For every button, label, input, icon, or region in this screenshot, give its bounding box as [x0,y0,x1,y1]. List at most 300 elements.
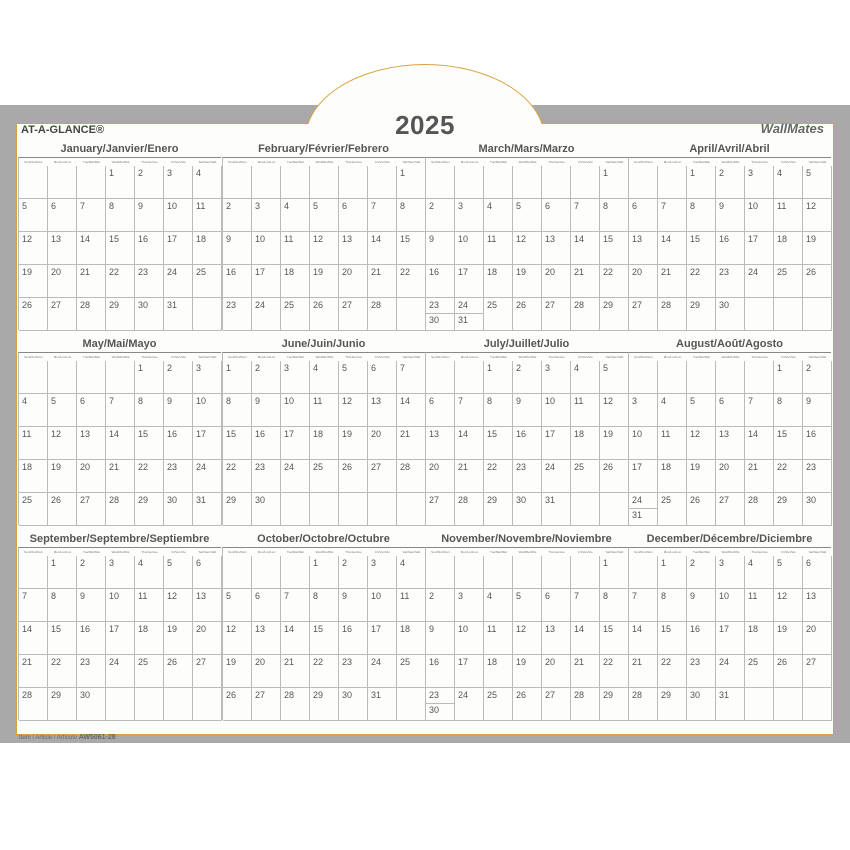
day-cell[interactable] [397,655,426,688]
day-cell[interactable] [48,361,77,394]
day-cell[interactable] [368,361,397,394]
day-cell[interactable] [803,655,832,688]
day-cell[interactable] [803,361,832,394]
day-cell[interactable] [774,298,803,331]
day-cell[interactable] [716,361,745,394]
day-cell[interactable] [48,394,77,427]
day-cell[interactable] [164,361,193,394]
day-cell[interactable] [193,589,222,622]
day-cell[interactable] [600,622,629,655]
day-cell[interactable] [716,460,745,493]
day-cell[interactable] [223,622,252,655]
day-cell[interactable] [745,232,774,265]
day-cell[interactable] [455,166,484,199]
day-cell[interactable] [106,493,135,526]
day-cell[interactable] [716,688,745,721]
day-cell[interactable] [19,460,48,493]
day-cell[interactable] [252,655,281,688]
day-cell[interactable] [426,199,455,232]
day-cell[interactable] [19,556,48,589]
day-cell[interactable] [658,265,687,298]
day-cell[interactable] [803,166,832,199]
day-cell[interactable] [484,232,513,265]
day-cell[interactable] [397,460,426,493]
day-cell[interactable] [571,199,600,232]
day-cell[interactable] [484,460,513,493]
day-cell[interactable] [600,556,629,589]
day-cell[interactable] [19,394,48,427]
day-cell[interactable] [803,556,832,589]
day-cell[interactable] [716,589,745,622]
day-cell[interactable] [658,166,687,199]
day-cell[interactable] [774,655,803,688]
day-cell[interactable] [774,622,803,655]
day-cell[interactable] [542,556,571,589]
day-cell[interactable] [426,298,455,331]
day-cell[interactable] [716,199,745,232]
day-cell[interactable] [368,166,397,199]
day-cell[interactable] [745,655,774,688]
day-cell[interactable] [19,427,48,460]
day-cell[interactable] [281,199,310,232]
day-cell[interactable] [542,622,571,655]
day-cell[interactable] [193,427,222,460]
day-cell[interactable] [19,622,48,655]
day-cell[interactable] [135,655,164,688]
day-cell[interactable] [281,460,310,493]
day-cell[interactable] [252,688,281,721]
day-cell[interactable] [106,166,135,199]
day-cell[interactable] [774,232,803,265]
day-cell[interactable] [426,622,455,655]
day-cell[interactable] [77,493,106,526]
day-cell[interactable] [600,199,629,232]
day-cell[interactable] [571,622,600,655]
day-cell[interactable] [310,427,339,460]
day-cell[interactable] [193,298,222,331]
day-cell[interactable] [716,655,745,688]
day-cell[interactable] [484,589,513,622]
day-cell[interactable] [803,427,832,460]
day-cell[interactable] [745,460,774,493]
day-cell[interactable] [745,427,774,460]
day-cell[interactable] [164,622,193,655]
day-cell[interactable] [455,460,484,493]
day-cell[interactable] [658,493,687,526]
day-cell[interactable] [803,493,832,526]
day-cell[interactable] [281,493,310,526]
day-cell[interactable] [513,298,542,331]
day-cell[interactable] [513,460,542,493]
day-cell[interactable] [135,688,164,721]
day-cell[interactable] [48,493,77,526]
day-cell[interactable] [513,361,542,394]
day-cell[interactable] [193,361,222,394]
day-cell[interactable] [397,265,426,298]
day-cell[interactable] [397,298,426,331]
day-cell[interactable] [339,298,368,331]
day-cell[interactable] [281,394,310,427]
day-cell[interactable] [281,427,310,460]
day-cell[interactable] [281,655,310,688]
day-cell[interactable] [484,688,513,721]
day-cell[interactable] [281,688,310,721]
day-cell[interactable] [223,589,252,622]
day-cell[interactable] [397,622,426,655]
day-cell[interactable] [600,460,629,493]
day-cell[interactable] [310,199,339,232]
day-cell[interactable] [19,688,48,721]
day-cell[interactable] [774,394,803,427]
day-cell[interactable] [77,199,106,232]
day-cell[interactable] [745,556,774,589]
day-cell[interactable] [106,232,135,265]
day-cell[interactable] [774,493,803,526]
day-cell[interactable] [193,166,222,199]
day-cell[interactable] [397,589,426,622]
day-cell[interactable] [339,199,368,232]
day-cell[interactable] [629,166,658,199]
day-cell[interactable] [542,361,571,394]
day-cell[interactable] [164,460,193,493]
day-cell[interactable] [106,688,135,721]
day-cell[interactable] [368,394,397,427]
day-cell[interactable] [281,556,310,589]
day-cell[interactable] [571,232,600,265]
day-cell[interactable] [455,589,484,622]
day-cell[interactable] [193,199,222,232]
day-cell[interactable] [542,394,571,427]
day-cell[interactable] [19,298,48,331]
day-cell[interactable] [571,460,600,493]
day-cell[interactable] [339,655,368,688]
day-cell[interactable] [774,688,803,721]
day-cell[interactable] [687,361,716,394]
day-cell[interactable] [252,361,281,394]
day-cell[interactable] [223,556,252,589]
day-cell[interactable] [542,265,571,298]
day-cell[interactable] [687,265,716,298]
day-cell[interactable] [455,427,484,460]
day-cell[interactable] [455,265,484,298]
day-cell[interactable] [223,655,252,688]
day-cell[interactable] [513,427,542,460]
day-cell[interactable] [223,688,252,721]
day-cell[interactable] [164,298,193,331]
day-cell[interactable] [19,199,48,232]
day-cell[interactable] [77,655,106,688]
day-cell[interactable] [77,166,106,199]
day-cell[interactable] [164,427,193,460]
day-cell[interactable] [774,265,803,298]
day-cell[interactable] [223,361,252,394]
day-cell[interactable] [135,265,164,298]
day-cell[interactable] [19,493,48,526]
day-cell[interactable] [716,493,745,526]
day-cell[interactable] [484,166,513,199]
day-cell[interactable] [164,394,193,427]
day-cell[interactable] [484,265,513,298]
day-cell[interactable] [77,556,106,589]
day-cell[interactable] [745,394,774,427]
day-cell[interactable] [745,298,774,331]
day-cell[interactable] [716,298,745,331]
day-cell[interactable] [426,166,455,199]
day-cell[interactable] [484,298,513,331]
day-cell[interactable] [77,232,106,265]
day-cell[interactable] [106,622,135,655]
day-cell[interactable] [368,655,397,688]
day-cell[interactable] [368,589,397,622]
day-cell[interactable] [193,493,222,526]
day-cell[interactable] [542,298,571,331]
day-cell[interactable] [164,556,193,589]
day-cell[interactable] [135,427,164,460]
day-cell[interactable] [687,460,716,493]
day-cell[interactable] [426,361,455,394]
day-cell[interactable] [513,232,542,265]
day-cell[interactable] [106,361,135,394]
day-cell[interactable] [455,361,484,394]
day-cell[interactable] [774,556,803,589]
day-cell[interactable] [716,232,745,265]
day-cell[interactable] [687,655,716,688]
day-cell[interactable] [368,427,397,460]
day-cell[interactable] [281,166,310,199]
day-cell[interactable] [164,265,193,298]
day-cell[interactable] [223,166,252,199]
day-cell[interactable] [774,589,803,622]
day-cell[interactable] [600,361,629,394]
day-cell[interactable] [600,589,629,622]
day-cell[interactable] [310,394,339,427]
day-cell[interactable] [135,232,164,265]
day-cell[interactable] [600,427,629,460]
day-cell[interactable] [106,589,135,622]
day-cell[interactable] [77,427,106,460]
day-cell[interactable] [77,265,106,298]
day-cell[interactable] [571,166,600,199]
day-cell[interactable] [600,655,629,688]
day-cell[interactable] [455,394,484,427]
day-cell[interactable] [281,361,310,394]
day-cell[interactable] [223,493,252,526]
day-cell[interactable] [397,556,426,589]
day-cell[interactable] [368,232,397,265]
day-cell[interactable] [135,622,164,655]
day-cell[interactable] [629,688,658,721]
day-cell[interactable] [368,688,397,721]
day-cell[interactable] [600,232,629,265]
day-cell[interactable] [48,166,77,199]
day-cell[interactable] [19,232,48,265]
day-cell[interactable] [716,166,745,199]
day-cell[interactable] [542,199,571,232]
day-cell[interactable] [77,622,106,655]
day-cell[interactable] [484,394,513,427]
day-cell[interactable] [223,232,252,265]
day-cell[interactable] [542,589,571,622]
day-cell[interactable] [368,298,397,331]
day-cell[interactable] [339,622,368,655]
day-cell[interactable] [513,622,542,655]
day-cell[interactable] [542,688,571,721]
day-cell[interactable] [252,427,281,460]
day-cell[interactable] [687,556,716,589]
day-cell[interactable] [513,394,542,427]
day-cell[interactable] [106,427,135,460]
day-cell[interactable] [77,460,106,493]
day-cell[interactable] [48,265,77,298]
day-cell[interactable] [455,298,484,331]
day-cell[interactable] [77,589,106,622]
day-cell[interactable] [571,427,600,460]
day-cell[interactable] [426,688,455,721]
day-cell[interactable] [513,166,542,199]
day-cell[interactable] [397,493,426,526]
day-cell[interactable] [310,688,339,721]
day-cell[interactable] [48,589,77,622]
day-cell[interactable] [658,556,687,589]
day-cell[interactable] [426,427,455,460]
day-cell[interactable] [571,394,600,427]
day-cell[interactable] [310,166,339,199]
day-cell[interactable] [223,265,252,298]
day-cell[interactable] [106,655,135,688]
day-cell[interactable] [193,655,222,688]
day-cell[interactable] [193,265,222,298]
day-cell[interactable] [252,166,281,199]
day-cell[interactable] [397,427,426,460]
day-cell[interactable] [542,460,571,493]
day-cell[interactable] [658,427,687,460]
day-cell[interactable] [484,427,513,460]
day-cell[interactable] [426,394,455,427]
day-cell[interactable] [484,556,513,589]
day-cell[interactable] [629,427,658,460]
day-cell[interactable] [164,199,193,232]
day-cell[interactable] [19,265,48,298]
day-cell[interactable] [803,394,832,427]
day-cell[interactable] [426,265,455,298]
day-cell[interactable] [135,556,164,589]
day-cell[interactable] [193,688,222,721]
day-cell[interactable] [339,361,368,394]
day-cell[interactable] [687,589,716,622]
day-cell[interactable] [658,232,687,265]
day-cell[interactable] [629,199,658,232]
day-cell[interactable] [106,265,135,298]
day-cell[interactable] [455,493,484,526]
day-cell[interactable] [774,361,803,394]
day-cell[interactable] [629,556,658,589]
day-cell[interactable] [223,427,252,460]
day-cell[interactable] [223,394,252,427]
day-cell[interactable] [629,265,658,298]
day-cell[interactable] [252,556,281,589]
day-cell[interactable] [19,166,48,199]
day-cell[interactable] [629,493,658,526]
day-cell[interactable] [281,589,310,622]
day-cell[interactable] [252,622,281,655]
day-cell[interactable] [106,298,135,331]
day-cell[interactable] [339,460,368,493]
day-cell[interactable] [803,199,832,232]
day-cell[interactable] [164,589,193,622]
day-cell[interactable] [803,688,832,721]
day-cell[interactable] [455,655,484,688]
day-cell[interactable] [513,589,542,622]
day-cell[interactable] [368,556,397,589]
day-cell[interactable] [223,199,252,232]
day-cell[interactable] [629,589,658,622]
day-cell[interactable] [135,493,164,526]
day-cell[interactable] [310,361,339,394]
day-cell[interactable] [252,394,281,427]
day-cell[interactable] [77,394,106,427]
day-cell[interactable] [484,493,513,526]
day-cell[interactable] [687,199,716,232]
day-cell[interactable] [803,265,832,298]
day-cell[interactable] [164,655,193,688]
day-cell[interactable] [542,655,571,688]
day-cell[interactable] [397,199,426,232]
day-cell[interactable] [48,556,77,589]
day-cell[interactable] [252,493,281,526]
day-cell[interactable] [368,493,397,526]
day-cell[interactable] [658,199,687,232]
day-cell[interactable] [310,265,339,298]
day-cell[interactable] [281,298,310,331]
day-cell[interactable] [193,394,222,427]
day-cell[interactable] [455,622,484,655]
day-cell[interactable] [397,166,426,199]
day-cell[interactable] [687,427,716,460]
day-cell[interactable] [658,622,687,655]
day-cell[interactable] [455,556,484,589]
day-cell[interactable] [48,427,77,460]
day-cell[interactable] [310,460,339,493]
day-cell[interactable] [310,556,339,589]
day-cell[interactable] [339,493,368,526]
day-cell[interactable] [513,265,542,298]
day-cell[interactable] [339,394,368,427]
day-cell[interactable] [455,199,484,232]
day-cell[interactable] [106,556,135,589]
day-cell[interactable] [193,622,222,655]
day-cell[interactable] [716,394,745,427]
day-cell[interactable] [223,460,252,493]
day-cell[interactable] [339,166,368,199]
day-cell[interactable] [164,688,193,721]
day-cell[interactable] [484,199,513,232]
day-cell[interactable] [687,394,716,427]
day-cell[interactable] [745,166,774,199]
day-cell[interactable] [252,199,281,232]
day-cell[interactable] [426,655,455,688]
day-cell[interactable] [310,232,339,265]
day-cell[interactable] [397,394,426,427]
day-cell[interactable] [426,232,455,265]
day-cell[interactable] [252,265,281,298]
day-cell[interactable] [571,556,600,589]
day-cell[interactable] [135,394,164,427]
day-cell[interactable] [252,232,281,265]
day-cell[interactable] [687,166,716,199]
day-cell[interactable] [571,688,600,721]
day-cell[interactable] [397,232,426,265]
day-cell[interactable] [455,688,484,721]
